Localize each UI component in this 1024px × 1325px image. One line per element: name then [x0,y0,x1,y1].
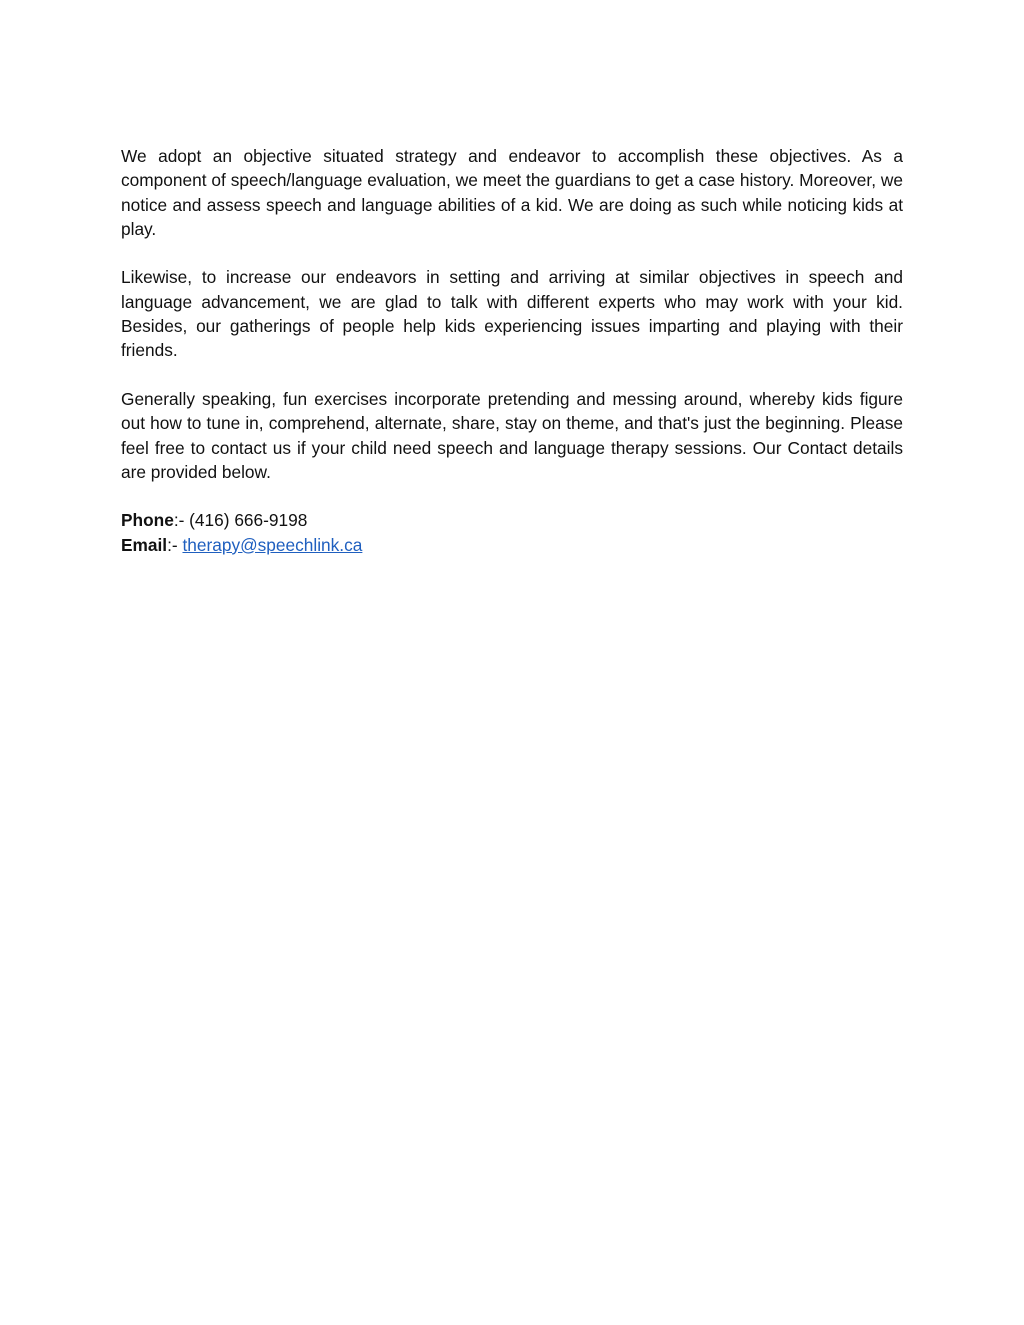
email-label: Email [121,534,168,555]
phone-label: Phone [121,510,174,531]
email-line [121,533,903,557]
paragraph-activities: Generally speaking, fun exercises incorporate pretending and messing around, whereby kids figure out how to tune in, comprehend, alternate, share, stay on theme, and that's just the beginning. Please feel free to contact us if your child need speech and language therapy sessions. Our Contact details are provided below. [121,388,903,482]
email-link[interactable]: therapy@speechlink.ca [182,534,363,555]
phone-value: (416) 666-9198 [189,510,308,531]
phone-line [121,508,903,532]
phone-separator: :- [173,510,190,531]
paragraph-approach: We adopt an objective situated strategy and endeavor to accomplish these objectives. As a component of speech/language evaluation, we meet the guardians to get a case history. Moreover, we notice and assess speech and language abilities of a kid. We are doing as such while noticing kids at play. [121,146,903,239]
paragraph-collaboration: Likewise, to increase our endeavors in setting and arriving at similar objectives in speech and language advancement, we are glad to talk with different experts who may work with your kid. Besides, our gatherings of people help kids experiencing issues imparting and playing with their friends. [121,267,903,361]
document-page [121,144,903,557]
email-separator: :- [167,534,183,555]
